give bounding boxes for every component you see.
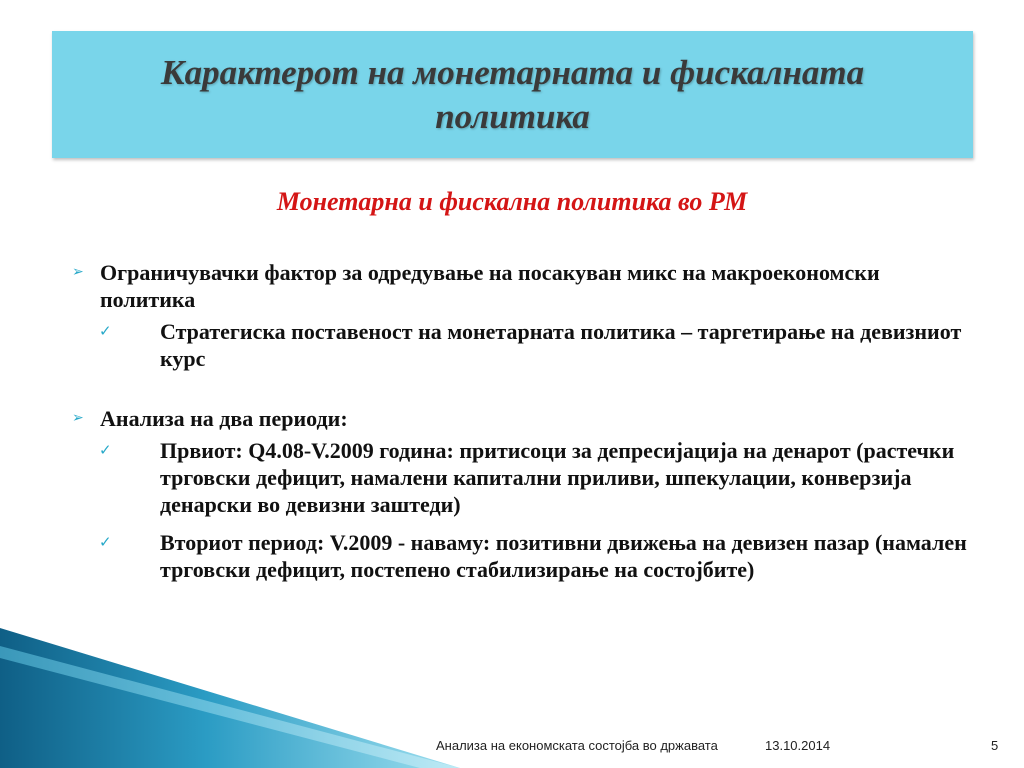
bullet-item — [70, 405, 970, 432]
title-band — [52, 31, 973, 158]
arrow-bullet-icon: ➢ — [72, 410, 84, 426]
bullet-item — [70, 259, 970, 313]
sub-bullet-item — [70, 529, 970, 583]
spacer — [70, 518, 970, 524]
slide-subtitle: Монетарна и фискална политика во РМ — [276, 187, 748, 216]
slide-content — [70, 259, 970, 583]
slide-title: Карактерот на монетарната и фискалната политика — [160, 52, 865, 136]
sub-bullet-text: Стратегиска поставеност на монетарната политика – таргетирање на девизниот курс — [160, 319, 962, 371]
checkmark-icon: ✓ — [99, 533, 112, 551]
arrow-bullet-icon: ➢ — [72, 264, 84, 280]
sub-bullet-item — [70, 437, 970, 518]
footer-date: 13.10.2014 — [765, 738, 831, 753]
bullet-text: Анализа на два периоди: — [100, 406, 348, 431]
page-number: 5 — [991, 738, 999, 753]
footer-title: Анализа на економската состојба во државата — [436, 738, 718, 753]
corner-decoration — [0, 628, 460, 768]
sub-bullet-text: Првиот: Q4.08-V.2009 година: притисоци за депресијација на денарот (растечки трговски дефицит, намалени капитални приливи, шпекулации, конверзија денарски во девизни заштеди) — [160, 438, 955, 517]
checkmark-icon: ✓ — [99, 322, 112, 340]
sub-bullet-item — [70, 318, 970, 372]
checkmark-icon: ✓ — [99, 441, 112, 459]
sub-bullet-text: Вториот период: V.2009 - наваму: позитивни движења на девизен пазар (намален трговски дефицит, постепено стабилизирање на состојбите) — [160, 530, 967, 582]
corner-wedge-dark — [0, 628, 460, 768]
bullet-text: Ограничувачки фактор за одредување на посакуван микс на макроекономски политика — [100, 260, 880, 312]
spacer — [70, 372, 970, 405]
